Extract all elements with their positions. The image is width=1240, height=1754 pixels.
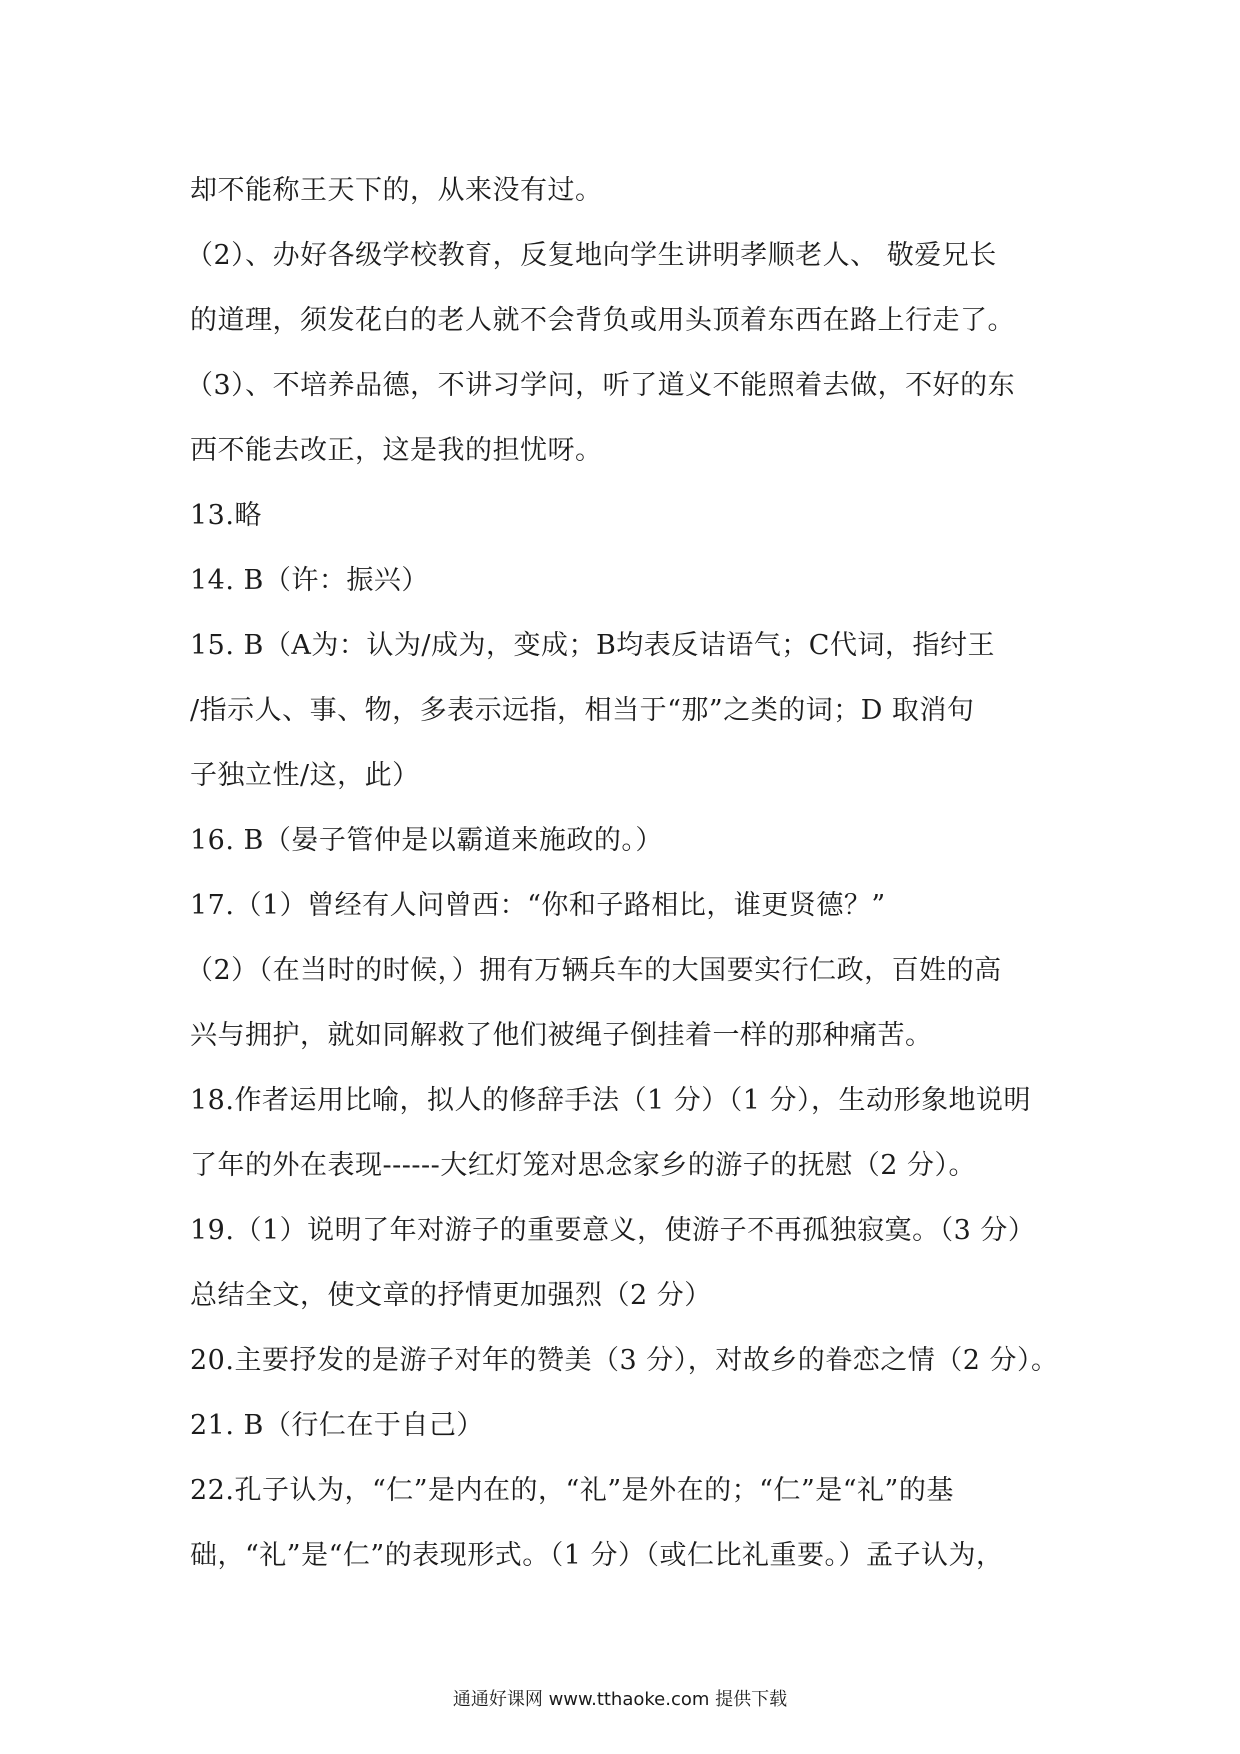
text-line-3: 的道理，须发花白的老人就不会背负或用头顶着东西在路上行走了。	[190, 305, 1015, 336]
answer-13: 13.略	[190, 500, 262, 531]
answer-18-cont: 了年的外在表现------大红灯笼对思念家乡的游子的抚慰（2 分）。	[190, 1150, 976, 1181]
answer-20: 20.主要抒发的是游子对年的赞美（3 分），对故乡的眷恋之情（2 分）。	[190, 1345, 1059, 1376]
answer-16: 16. B（晏子管仲是以霸道来施政的。）	[190, 825, 663, 856]
text-line-2: （2）、办好各级学校教育，反复地向学生讲明孝顺老人、 敬爱兄长	[186, 240, 997, 271]
answer-17-1: 17.（1）曾经有人问曾西：“你和子路相比，谁更贤德？”	[190, 890, 886, 921]
answer-21: 21. B（行仁在于自己）	[190, 1410, 484, 1441]
answer-14: 14. B（许：振兴）	[190, 565, 429, 596]
answer-17-2-cont: 兴与拥护，就如同解救了他们被绳子倒挂着一样的那种痛苦。	[190, 1020, 933, 1051]
text-line-5: 西不能去改正，这是我的担忧呀。	[190, 435, 603, 466]
text-line-1: 却不能称王天下的，从来没有过。	[190, 175, 603, 206]
answer-22-cont: 础，“礼”是“仁”的表现形式。（1 分）（或仁比礼重要。）孟子认为，	[190, 1540, 1004, 1571]
page-footer: 通通好课网 www.tthaoke.com 提供下载	[452, 1689, 788, 1710]
answer-text-body	[186, 158, 1070, 1588]
answer-22: 22.孔子认为，“仁”是内在的，“礼”是外在的；“仁”是“礼”的基	[190, 1475, 954, 1506]
answer-18: 18.作者运用比喻，拟人的修辞手法（1 分）（1 分），生动形象地说明	[190, 1085, 1031, 1116]
answer-15: 15. B（A为：认为/成为，变成；B均表反诘语气；C代词，指纣王	[190, 630, 995, 661]
answer-17-2: （2）（在当时的时候，）拥有万辆兵车的大国要实行仁政，百姓的高	[186, 955, 1002, 986]
text-line-4: （3）、不培养品德，不讲习学问，听了道义不能照着去做，不好的东	[186, 370, 1016, 401]
answer-19: 19.（1）说明了年对游子的重要意义，使游子不再孤独寂寞。（3 分）	[190, 1215, 1036, 1246]
answer-19-cont: 总结全文，使文章的抒情更加强烈（2 分）	[190, 1280, 712, 1311]
answer-15-cont-1: /指示人、事、物，多表示远指，相当于“那”之类的词；D 取消句	[190, 695, 975, 726]
answer-15-cont-2: 子独立性/这，此）	[190, 760, 420, 791]
